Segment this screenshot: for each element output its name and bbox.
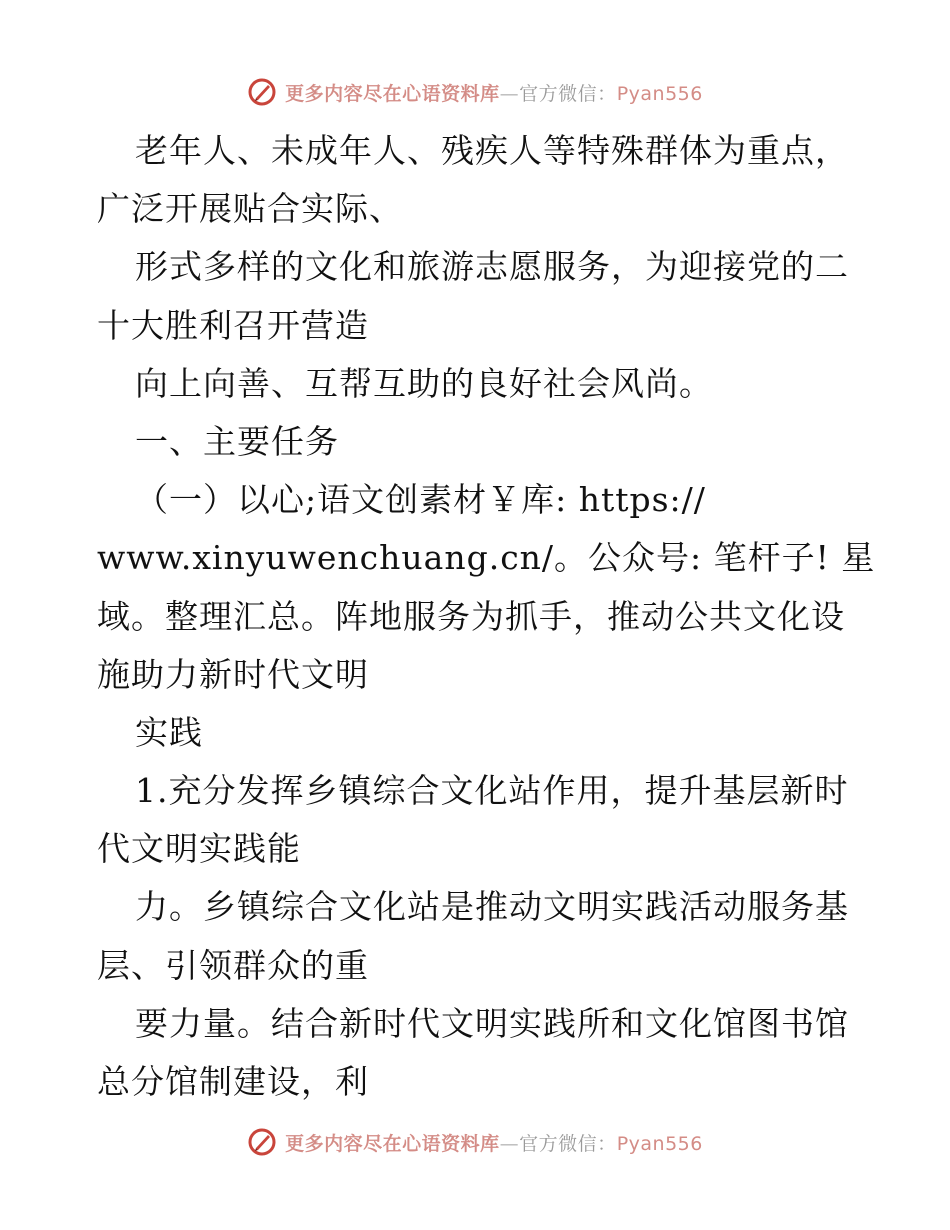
pen-logo-icon: [247, 77, 277, 107]
pen-logo-icon: [247, 1127, 277, 1157]
body-line: 力。乡镇综合文化站是推动文明实践活动服务基: [135, 887, 849, 927]
body-line: 总分馆制建设，利: [97, 1062, 369, 1101]
header-banner-text: [285, 79, 703, 106]
body-line: 实践: [135, 712, 203, 752]
body-line: www.xinyuwenchuang.cn/。公众号: 笔杆子! 星: [97, 538, 876, 578]
body-line: 广泛开展贴合实际、: [97, 189, 403, 229]
body-line: 施助力新时代文明: [97, 654, 369, 694]
body-line: 向上向善、互帮互助的良好社会风尚。: [135, 363, 713, 403]
header-wechat-label: 官方微信：: [519, 82, 617, 105]
body-line: 代文明实践能: [97, 829, 301, 869]
section-heading: 一、主要任务: [135, 421, 339, 461]
body-line: 形式多样的文化和旅游志愿服务，为迎接党的二: [135, 247, 849, 287]
header-banner: [0, 72, 950, 112]
subsection-heading: （一）以心;语文创素材￥库: https://: [135, 480, 706, 520]
footer-banner: [0, 1122, 950, 1162]
footer-wechat-id: Pyan556: [616, 1132, 703, 1155]
header-banner-title: 更多内容尽在心语资料库: [285, 82, 500, 105]
footer-wechat-label: 官方微信：: [519, 1132, 617, 1155]
footer-banner-text: [285, 1129, 703, 1156]
header-banner-separator: —: [499, 82, 520, 105]
body-line: 老年人、未成年人、残疾人等特殊群体为重点，: [135, 131, 849, 170]
footer-banner-separator: —: [499, 1132, 520, 1155]
numbered-item: 1.充分发挥乡镇综合文化站作用，提升基层新时: [135, 771, 849, 811]
body-line: 域。整理汇总。阵地服务为抓手，推动公共文化设: [97, 596, 845, 636]
body-line: 十大胜利召开营造: [97, 305, 369, 345]
header-wechat-id: Pyan556: [616, 82, 703, 105]
document-body: [97, 122, 876, 1111]
footer-banner-title: 更多内容尽在心语资料库: [285, 1132, 500, 1155]
body-line: 层、引领群众的重: [97, 945, 369, 985]
body-line: 要力量。结合新时代文明实践所和文化馆图书馆: [135, 1003, 849, 1043]
